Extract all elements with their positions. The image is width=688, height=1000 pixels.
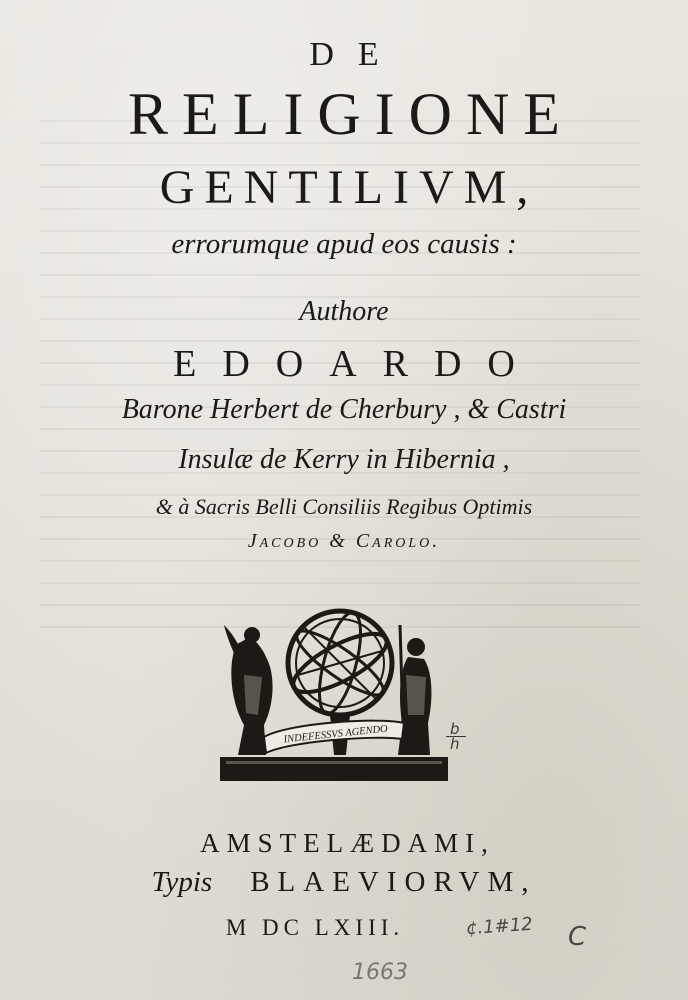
subtitle-line: errorumque apud eos causis : <box>171 228 517 260</box>
author-title-line-1: Barone Herbert de Cherbury , & Castri <box>121 394 567 425</box>
title-line-gentilium: GENTILIVM, <box>159 161 539 214</box>
handwritten-price: ¢.1#12 <box>465 913 534 940</box>
imprint-date: M DC LXIII. <box>225 915 405 940</box>
author-name: EDOARDO <box>173 343 541 385</box>
title-line-religione: RELIGIONE <box>128 81 574 147</box>
author-title-line-3: & à Sacris Belli Consiliis Regibus Optimis <box>155 494 533 519</box>
title-line-de: DE <box>309 36 403 73</box>
kings-line: Jacobo & Carolo. <box>247 530 441 552</box>
authore-label: Authore <box>299 296 389 327</box>
emblem-motto: INDEFESSVS AGENDO <box>283 723 389 746</box>
armillary-sphere-icon <box>218 605 450 785</box>
handwritten-mark: C <box>568 922 587 952</box>
imprint-printer: BLAEVIORVM, <box>250 866 537 898</box>
imprint-printer-line <box>0 866 688 899</box>
imprint-city: AMSTELÆDAMI, <box>200 828 495 858</box>
handwritten-fraction: b h <box>450 722 466 751</box>
handwritten-year: 1663 <box>352 960 408 985</box>
imprint-typis: Typis <box>151 866 213 898</box>
author-title-line-2: Insulæ de Kerry in Hibernia , <box>178 444 510 475</box>
printer-device-emblem <box>218 605 450 785</box>
